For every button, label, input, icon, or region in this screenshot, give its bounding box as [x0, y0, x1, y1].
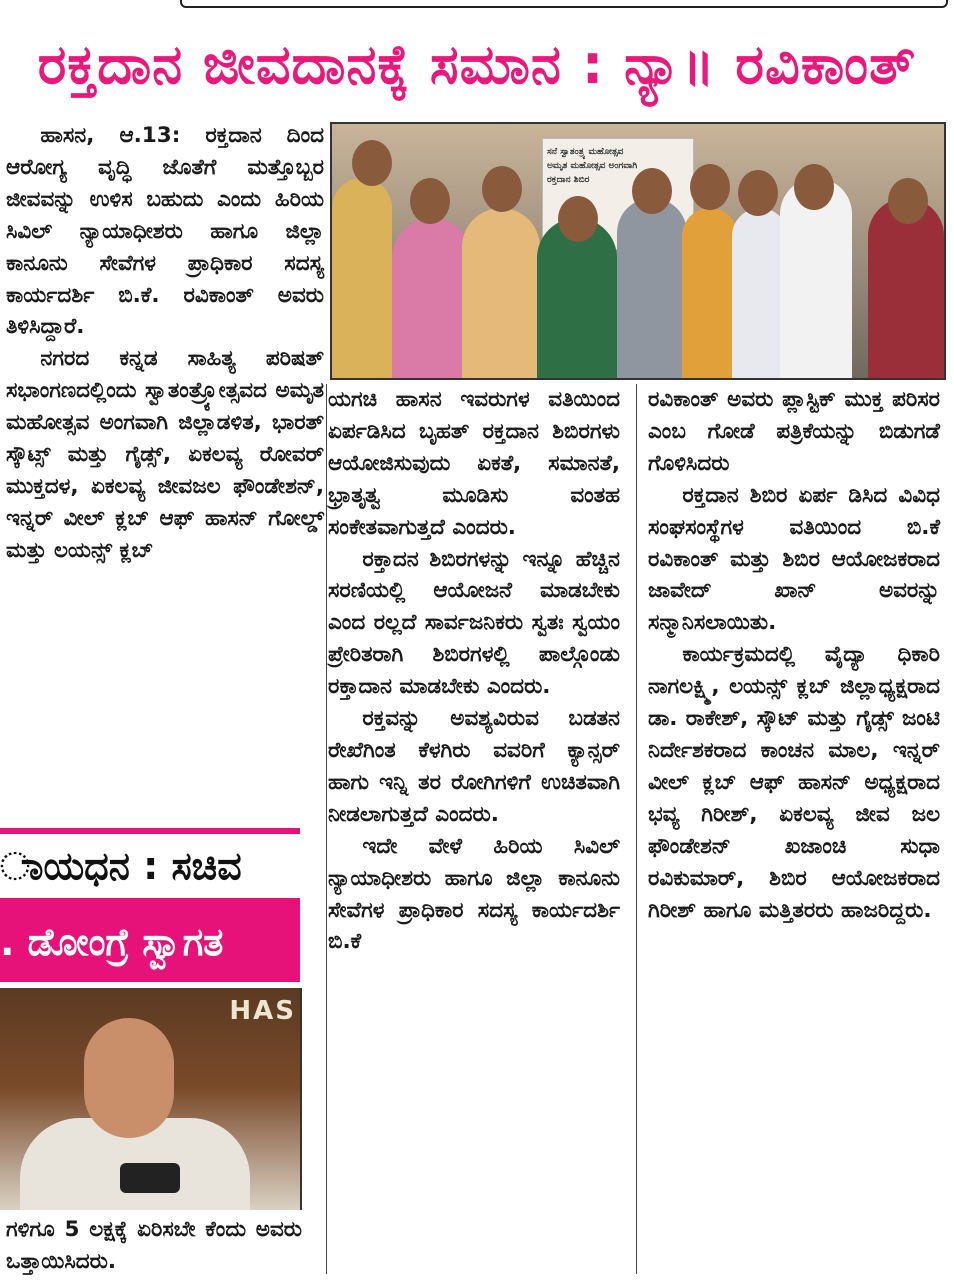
photo-banner-line: ಅಮೃತ ಮಹೋತ್ಸವ ಅಂಗವಾಗಿ	[547, 161, 638, 171]
person-figure	[462, 208, 540, 378]
microphone-icon	[120, 1163, 180, 1193]
side-story-photo	[0, 988, 302, 1210]
article-paragraph: ನಗರದ ಕನ್ನಡ ಸಾಹಿತ್ಯ ಪರಿಷತ್ ಸಭಾಂಗಣದಲ್ಲಿಂದು ಸ್ವಾತಂತ್ರ್ಯೋತ್ಸವದ ಅಮೃತ ಮಹೋತ್ಸವ ಅಂಗವಾಗಿ ಜಿಲ್ಲಾಡಳಿತ, ಭಾರತ್ ಸ್ಕೌಟ್ಸ್ ಮತ್ತು ಗೈಡ್ಸ್, ಏಕಲವ್ಯ ರೋವರ್ ಮುಕ್ತದಳ, ಏಕಲವ್ಯ ಜೀವಜಲ ಫೌಂಡೇಶನ್, ಇನ್ನರ್ ವೀಲ್ ಕ್ಲಬ್ ಆಫ್ ಹಾಸನ್ ಗೋಲ್ಡ್ ಮತ್ತು ಲಯನ್ಸ್ ಕ್ಲಬ್	[6, 346, 324, 563]
article-paragraph: ಯಗಚಿ ಹಾಸನ ಇವರುಗಳ ವತಿಯಿಂದ ಏರ್ಪಡಿಸಿದ ಬೃಹತ್ ರಕ್ತದಾನ ಶಿಬಿರಗಳು ಆಯೋಜಿಸುವುದು ಏಕತೆ, ಸಮಾನತೆ, ಭ್ರಾತೃತ್ವ ಮೂಡಿಸು ವಂತಹ ಸಂಕೇತವಾಗುತ್ತದೆ ಎಂದರು.	[328, 387, 620, 540]
person-figure	[332, 178, 392, 378]
side-story-body	[6, 1214, 302, 1278]
person-figure	[682, 208, 738, 378]
article-paragraph: ರಕ್ತದಾನ ಶಿಬಿರ ಏರ್ಪ ಡಿಸಿದ ವಿವಿಧ ಸಂಘಸಂಸ್ಥೆಗಳ ವತಿಯಿಂದ ಬಿ.ಕೆ ರವಿಕಾಂತ್ ಮತ್ತು ಶಿಬಿರ ಆಯೋಜಕರಾದ ಜಾವೇದ್ ಖಾನ್ ಅವರನ್ನು ಸನ್ಮಾನಿಸಲಾಯಿತು.	[648, 482, 940, 636]
person-head	[482, 166, 522, 212]
article-paragraph: ಇದೇ ವೇಳೆ ಹಿರಿಯ ಸಿವಿಲ್ ನ್ಯಾಯಾಧೀಶರು ಹಾಗೂ ಜಿಲ್ಲಾ ಕಾನೂನು ಸೇವೆಗಳ ಪ್ರಾಧಿಕಾರ ಸದಸ್ಯ ಕಾರ್ಯದರ್ಶಿ ಬಿ.ಕೆ	[328, 833, 620, 955]
headline: ರಕ್ತದಾನ ಜೀವದಾನಕ್ಕೆ ಸಮಾನ : ನ್ಯಾ॥ ರವಿಕಾಂತ್	[37, 33, 917, 96]
person-head	[738, 170, 778, 216]
side-story-headline-line: ಾಯಧನ : ಸಚಿವ	[0, 834, 300, 898]
person-head	[690, 164, 730, 210]
article-paragraph: ರಕ್ತಾದನ ಶಿಬಿರಗಳನ್ನು ಇನ್ನೂ ಹೆಚ್ಚಿನ ಸರಣಿಯಲ್ಲಿ ಆಯೋಜನೆ ಮಾಡಬೇಕು ಎಂದ ರಲ್ಲದೆ ಸಾರ್ವಜನಿಕರು ಸ್ವತಃ ಸ್ವಯಂ ಪ್ರೇರಿತರಾಗಿ ಶಿಬಿರಗಳಲ್ಲಿ ಪಾಲ್ಗೊಂಡು ರಕ್ತಾದಾನ ಮಾಡಬೇಕು ಎಂದರು.	[328, 546, 620, 700]
person-figure	[537, 218, 617, 378]
person-head	[632, 168, 672, 214]
person-head	[558, 196, 598, 242]
person-figure	[392, 218, 472, 378]
page-top-border	[0, 0, 954, 14]
person-figure	[617, 198, 687, 378]
person-head	[352, 140, 392, 186]
article-paragraph: ಕಾರ್ಯಕ್ರಮದಲ್ಲಿ ವೈದ್ಯಾ ಧಿಕಾರಿ ನಾಗಲಕ್ಷ್ಮಿ, ಲಯನ್ಸ್ ಕ್ಲಬ್ ಜಿಲ್ಲಾಧ್ಯಕ್ಷರಾದ ಡಾ. ರಾಕೇಶ್, ಸ್ಕೌಟ್ ಮತ್ತು ಗೈಡ್ಸ್ ಜಂಟಿ ನಿರ್ದೇಶಕರಾದ ಕಾಂಚನ ಮಾಲ, ಇನ್ನರ್ ವೀಲ್ ಕ್ಲಬ್ ಆಫ್ ಹಾಸನ್ ಅಧ್ಯಕ್ಷರಾದ ಭವ್ಯ ಗಿರೀಶ್, ಏಕಲವ್ಯ ಜೀವ ಜಲ ಫೌಂಡೇಶನ್ ಖಜಾಂಚಿ ಸುಧಾ ರವಿಕುಮಾರ್, ಶಿಬಿರ ಆಯೋಜಕರಾದ ಗಿರೀಶ್ ಹಾಗೂ ಮತ್ತಿತರರು ಹಾಜರಿದ್ದರು.	[648, 642, 940, 923]
person-head	[888, 178, 928, 224]
article-column-1	[6, 120, 324, 567]
person-figure	[868, 198, 944, 378]
article-paragraph: ಗಳಿಗೂ 5 ಲಕ್ಷಕ್ಕೆ ಏರಿಸಬೇ ಕೆಂದು ಅವರು ಒತ್ತಾಯಿಸಿದರು.	[6, 1217, 302, 1274]
article-paragraph: ಹಾಸನ, ಆ.13: ರಕ್ತದಾನ ದಿಂದ ಆರೋಗ್ಯ ವೃದ್ಧಿ ಜೊತೆಗೆ ಮತ್ತೊಬ್ಬರ ಜೀವವನ್ನು ಉಳಿಸ ಬಹುದು ಎಂದು ಹಿರಿಯ ಸಿವಿಲ್ ನ್ಯಾಯಾಧೀಶರು ಹಾಗೂ ಜಿಲ್ಲಾ ಕಾನೂನು ಸೇವೆಗಳ ಪ್ರಾಧಿಕಾರ ಸದಸ್ಯ ಕಾರ್ಯದರ್ಶಿ ಬಿ.ಕೆ. ರವಿಕಾಂತ್ ಅವರು ತಿಳಿಸಿದ್ದಾರೆ.	[6, 123, 324, 340]
article-column-3	[648, 384, 940, 926]
article-column-2	[328, 384, 620, 958]
photo-banner-line: ರಕ್ತದಾನ ಶಿಬಿರ	[547, 175, 590, 185]
column-divider	[636, 384, 637, 1274]
photo-banner-line: ಸನೆ ಸ್ವಾತಂತ್ರ್ಯ ಮಹೋತ್ಸವ	[547, 147, 624, 157]
photo-backdrop-text: HAS	[229, 996, 296, 1026]
person-head	[410, 178, 450, 224]
side-story-headline-line: . ಡೋಂಗ್ರೆ ಸ್ವಾಗತ	[0, 920, 224, 964]
side-story-headline-box	[0, 828, 300, 982]
person-face	[84, 1018, 174, 1138]
ceremony-photo	[330, 122, 946, 380]
column-divider	[326, 384, 327, 1274]
article-paragraph: ರಕ್ತವನ್ನು ಅವಶ್ಯವಿರುವ ಬಡತನ ರೇಖೆಗಿಂತ ಕೆಳಗಿರು ವವರಿಗೆ ಕ್ಯಾನ್ಸರ್ ಹಾಗು ಇನ್ನಿ ತರ ರೋಗಿಗಳಿಗೆ ಉಚಿತವಾಗಿ ನೀಡಲಾಗುತ್ತದೆ ಎಂದರು.	[328, 706, 620, 827]
person-head	[794, 164, 834, 210]
article-paragraph: ರವಿಕಾಂತ್ ಅವರು ಪ್ಲಾಸ್ಟಿಕ್ ಮುಕ್ತ ಪರಿಸರ ಎಂಬ ಗೋಡೆ ಪತ್ರಿಕೆಯನ್ನು ಬಿಡುಗಡೆ ಗೊಳಿಸಿದರು	[648, 387, 940, 476]
